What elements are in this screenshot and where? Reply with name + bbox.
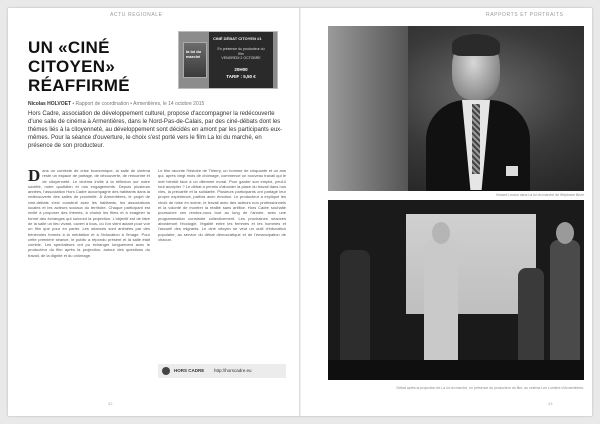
poster-headline: CINÉ DÉBAT CITOYEN #1 (213, 36, 262, 41)
title-line-1: UN «CINÉ (28, 38, 110, 57)
poster-time: 20H00 (234, 67, 248, 72)
drop-cap: D (28, 168, 41, 185)
magazine-spread (8, 8, 592, 416)
poster-subline (215, 47, 267, 61)
association-name: HORS CADRE (174, 368, 205, 373)
body-column-1-text: ans un contexte de crise économique, la salle de cinéma reste un espace de partage, de découverte, de rencontre et de citoyenneté. Le cinéma invite à la réflexion sur notre société, notre quotidien et nos engagements. Depuis plusieurs années, l'association Hors Cadre accompagne des habitants dans la redécouverte des salles de proximité. À Armentières, le projet de ciné-débats s'est construit avec les habitants, les associations locales et les acteurs sociaux du territoire. Chaque participant est invité à proposer des thèmes, à choisir les films et à imaginer la forme des échanges qui suivront la projection. L'objectif est de faire de la salle un lieu vivant, ouvert à tous, où l'on vient autant pour voir un film que pour en parler. Les séances sont animées par des bénévoles formés à la médiation et à l'éducation à l'image. Pour cette première séance, le public a répondu présent et la salle était comble. Les spectateurs ont pu échanger longuement avec le producteur du film après la projection, autour des questions du travail, de la dignité et du chômage. (28, 168, 150, 258)
body-column-1 (28, 168, 150, 398)
association-logo-icon (162, 367, 170, 375)
folio-right: 43 (548, 401, 553, 406)
folio-left: 42 (108, 401, 113, 406)
association-info-box (158, 364, 286, 378)
cinema-floor (328, 360, 584, 380)
poster-subline-text: En présence du producteur du film (217, 47, 265, 56)
title-line-2: CITOYEN» (28, 57, 116, 76)
article-title (28, 38, 178, 95)
poster-date: VENDREDI 2 OCTOBRE (221, 56, 261, 60)
debate-photo (328, 200, 584, 380)
section-label-left: ACTU REGIONALE (110, 12, 163, 18)
photo-hair (452, 34, 500, 56)
photo-background (328, 26, 408, 191)
title-line-3: RÉAFFIRMÉ (28, 76, 130, 95)
association-url[interactable]: http://horscadre.eu (214, 368, 252, 373)
audience-person-3-head (556, 222, 574, 244)
section-label-right: RAPPORTS ET PORTRAITS (486, 12, 564, 18)
article-lead: Hors Cadre, association de développement culturel, propose d'accompagner la redécouverte d'une salle de cinéma à Armentières, dans le Nord-Pas-de-Calais, par des ciné-débats dont les thèmes liés à la citoyenneté, au développement sont décidés en amont par les participants eux-mêmes. Pour la séance d'ouverture, le choix s'est porté vers le film La loi du marché, en présence de son producteur. (28, 111, 283, 149)
photo-tie (472, 104, 480, 174)
body-column-2 (158, 168, 286, 358)
photo-caption-1: Vincent Lindon dans La loi du marché de Stéphane Brizé (495, 193, 584, 197)
photo-badge (506, 166, 518, 176)
page-gutter (299, 8, 301, 416)
film-cover (183, 42, 207, 78)
poster-tarif: TARIF : 5,50 € (226, 74, 256, 79)
speaker-person (424, 240, 458, 380)
film-cover-title: la loi du marché (186, 49, 202, 59)
portrait-photo (328, 26, 584, 191)
byline-author: Nicolas HOLVOET (28, 101, 71, 107)
article-byline (28, 101, 293, 107)
event-poster-image (178, 31, 278, 89)
speaker-head (432, 222, 450, 244)
audience-person-3 (550, 240, 580, 380)
body-column-2-text: Le film raconte l'histoire de Thierry, un homme de cinquante et un ans qui, après vingt mois de chômage, commence un nouveau travail qui le met bientôt face à un dilemme moral. Pour garder son emploi, peut-il tout accepter ? Le débat a permis d'aborder la place du travail dans nos vies, la précarité et la solidarité. Plusieurs participants ont partagé leur propre expérience, parfois avec émotion. Le producteur a expliqué les choix de mise en scène, le travail avec des acteurs non professionnels et la volonté de montrer la réalité sans artifice. Hors Cadre souhaite poursuivre ces rendez-vous tout au long de l'année, avec une programmation construite collectivement. Les prochaines séances aborderont l'écologie, l'égalité entre les femmes et les hommes et l'accueil des migrants. Le ciné citoyen se veut un outil d'éducation populaire, au service du débat démocratique et de l'émancipation de chacun. (158, 168, 286, 242)
byline-details: • Rapport de coordination • Armentières, le 14 octobre 2015 (70, 101, 205, 107)
photo-caption-2: Débat après la projection de La loi du marché, en présence du producteur du film, au cinéma Les Lumière d'Armentières. (396, 386, 584, 390)
